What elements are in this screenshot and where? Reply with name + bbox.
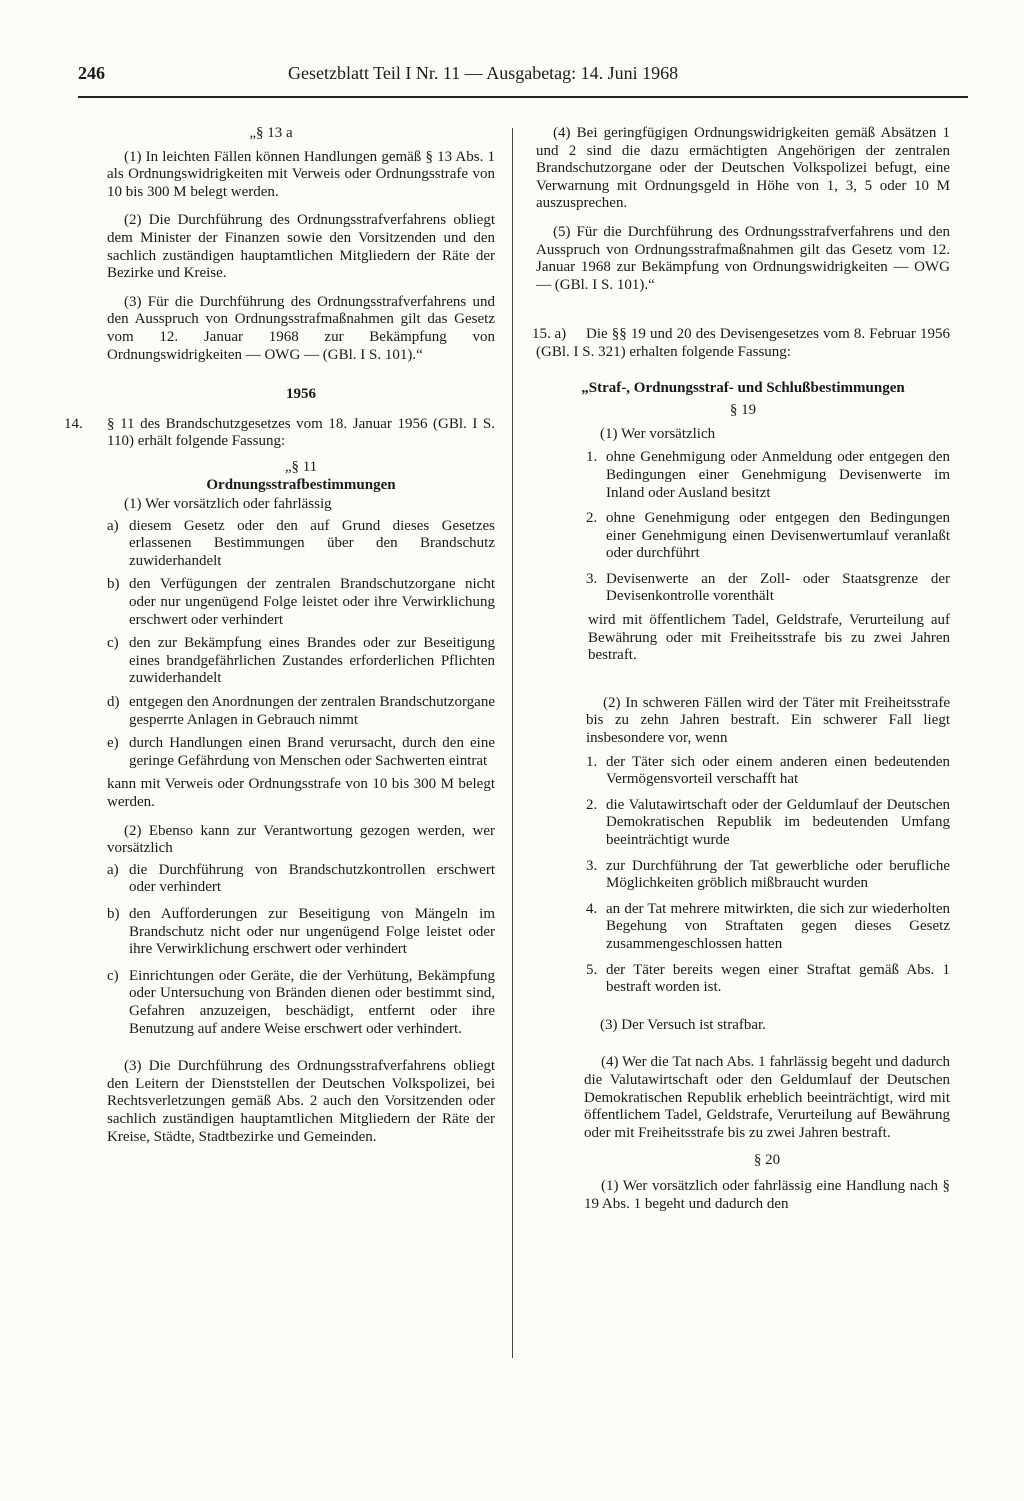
item-label: d) xyxy=(107,694,120,711)
item-14 xyxy=(64,415,495,451)
item-text: an der Tat mehrere mitwirkten, die sich zur wiederholten Begehung von Straftaten gegen dieses Gesetz zusammengeschlossen hatten xyxy=(606,900,950,952)
item-label: 1. xyxy=(586,753,598,770)
item-15-label: 15. a) xyxy=(532,326,567,343)
s19-item-3 xyxy=(536,571,950,606)
item-label: 2. xyxy=(586,796,598,813)
item-label: c) xyxy=(107,635,119,652)
item-text: zur Durchführung der Tat gewerbliche oder berufliche Möglichkeiten gröblich mißbraucht wurden xyxy=(606,857,950,892)
page-header xyxy=(78,60,970,92)
s11-abs2-item-b xyxy=(107,906,495,959)
item-14-text: § 11 des Brandschutzgesetzes vom 18. Januar 1956 (GBl. I S. 110) erhält folgende Fassung: xyxy=(107,415,495,450)
s20-heading: § 20 xyxy=(753,1152,781,1169)
item-text: durch Handlungen einen Brand verursacht, durch den eine geringe Gefährdung von Menschen oder Sachwerten eintrat xyxy=(129,735,495,769)
item-label: 3. xyxy=(586,570,598,587)
year-heading: 1956 xyxy=(286,386,316,403)
s19-item-1 xyxy=(536,449,950,502)
s19-intro-1: (1) Wer vorsätzlich xyxy=(600,425,716,442)
item-label: a) xyxy=(107,861,119,878)
item-label: a) xyxy=(107,517,119,534)
s11-item-a xyxy=(107,518,495,571)
item-label: 5. xyxy=(586,961,598,978)
item-text: ohne Genehmigung oder entgegen den Bedingungen einer Genehmigung einen Devisenwertumlauf veranlaßt oder durchführt xyxy=(606,510,950,562)
item-text: diesem Gesetz oder den auf Grund dieses Gesetzes erlassenen Bestimmungen über den Brandschutz zuwiderhandelt xyxy=(129,517,495,569)
item-label: 1. xyxy=(586,449,598,466)
s13a-para-3: (3) Für die Durchführung des Ordnungsstrafverfahrens und den Ausspruch von Ordnungsstrafmaßnahmen gilt das Gesetz vom 12. Januar 1968 zur Bekämpfung von Ordnungswidrigkeiten — OWG — (GBl. I S. 101).“ xyxy=(107,293,495,363)
s19-abs2-item-1 xyxy=(536,754,950,789)
s11-para-5: (5) Für die Durchführung des Ordnungsstrafverfahrens und den Ausspruch von Ordnungsstrafmaßnahmen gilt das Gesetz vom 12. Januar 1968 zur Bekämpfung von Ordnungswidrigkeiten — OWG — (GBl. I S. 101).“ xyxy=(536,223,950,293)
s19-intro-2: (2) In schweren Fällen wird der Täter mit Freiheitsstrafe bis zu zehn Jahren bestraft. Ein schwerer Fall liegt insbesondere vor, wenn xyxy=(586,694,950,747)
s11-abs2-item-a xyxy=(107,862,495,897)
item-text: den zur Bekämpfung eines Brandes oder zur Beseitigung eines brandgefährlichen Zustandes erforderlichen Pflichten zuwiderhandelt xyxy=(129,635,495,687)
s11-heading: „§ 11 xyxy=(284,458,318,475)
s19-abs2-item-4 xyxy=(536,901,950,954)
item-text: die Valutawirtschaft oder der Geldumlauf der Deutschen Demokratischen Republik im bedeutenden Umfang beeinträchtigt wurde xyxy=(606,796,950,848)
item-15 xyxy=(532,326,950,361)
s19-abs2-item-5 xyxy=(536,962,950,997)
s13a-para-1: (1) In leichten Fällen können Handlungen gemäß § 13 Abs. 1 als Ordnungswidrigkeiten mit Verweis oder Ordnungsstrafe von 10 bis 300 M belegt werden. xyxy=(107,148,495,200)
page-number: 246 xyxy=(78,63,105,83)
item-label: c) xyxy=(107,967,119,984)
s13a-para-2: (2) Die Durchführung des Ordnungsstrafverfahrens obliegt dem Minister der Finanzen sowie den Vorsitzenden und den sachlich zuständigen hauptamtlichen Mitgliedern der Räte der Bezirke und Kreise. xyxy=(107,212,495,282)
item-label: e) xyxy=(107,735,119,752)
s11-item-d xyxy=(107,694,495,729)
item-text: ohne Genehmigung oder Anmeldung oder entgegen den Bedingungen einer Genehmigung Devisenwerte im Inland oder Ausland besitzt xyxy=(606,449,950,501)
item-label: b) xyxy=(107,905,120,922)
s20-para-1: (1) Wer vorsätzlich oder fahrlässig eine Handlung nach § 19 Abs. 1 begeht und dadurch den xyxy=(584,1177,950,1212)
item-text: Devisenwerte an der Zoll- oder Staatsgrenze der Devisenkontrolle vorenthält xyxy=(606,570,950,605)
s11-intro-1: (1) Wer vorsätzlich oder fahrlässig xyxy=(124,496,332,513)
item-text: den Verfügungen der zentralen Brandschutzorgane nicht oder nur ungenügend Folge leistet oder ihre Verwirklichung erschwert oder verhindert xyxy=(129,576,495,628)
s19-para-4: (4) Wer die Tat nach Abs. 1 fahrlässig begeht und dadurch die Valutawirtschaft oder den Geldumlauf der Deutschen Demokratischen Republik erheblich beeinträchtigt, wird mit öffentlichem Tadel, Geldstrafe, Verurteilung auf Bewährung oder mit Freiheitsstrafe bis zu zwei Jahren bestraft. xyxy=(584,1054,950,1141)
item-label: 2. xyxy=(586,510,598,527)
s11-intro-2: (2) Ebenso kann zur Verantwortung gezogen werden, wer vorsätzlich xyxy=(107,822,495,857)
header-rule xyxy=(78,96,968,98)
left-column xyxy=(64,125,495,1146)
item-text: Einrichtungen oder Geräte, die der Verhütung, Bekämpfung oder Untersuchung von Bränden dienen oder bestimmt sind, Gefahren anzuzeigen, beschädigt, entfernt oder ihre Benutzung auf andere Weise erschwert oder verhindert. xyxy=(129,967,495,1037)
item-text: den Aufforderungen zur Beseitigung von Mängeln im Brandschutz nicht oder nur ungenügend Folge leistet oder ihre Verwirklichung erschwert oder verhindert xyxy=(129,905,495,958)
item-14-label: 14. xyxy=(64,415,83,432)
item-label: b) xyxy=(107,576,120,593)
item-text: die Durchführung von Brandschutzkontrollen erschwert oder verhindert xyxy=(129,861,495,896)
header-title: Gesetzblatt Teil I Nr. 11 — Ausgabetag: 14. Juni 1968 xyxy=(288,63,679,83)
s19-para-3: (3) Der Versuch ist strafbar. xyxy=(600,1016,766,1033)
s19-sentence-1: wird mit öffentlichem Tadel, Geldstrafe, Verurteilung auf Bewährung oder mit Freiheitsstrafe bis zu zwei Jahren bestraft. xyxy=(588,612,950,664)
s11-item-e xyxy=(107,735,495,770)
column-divider xyxy=(512,128,513,1358)
s11-sentence-1: kann mit Verweis oder Ordnungsstrafe von 10 bis 300 M belegt werden. xyxy=(107,776,495,810)
s15-title: „Straf-, Ordnungsstraf- und Schlußbestimmungen xyxy=(581,379,905,396)
right-column xyxy=(532,125,950,1213)
s13a-heading: „§ 13 a xyxy=(249,125,293,141)
s11-para-3: (3) Die Durchführung des Ordnungsstrafverfahrens obliegt den Leitern der Dienststellen der Deutschen Volkspolizei, bei Rechtsverletzungen gemäß Abs. 2 auch den Vorsitzenden oder sachlich zuständigen hauptamtlichen Mitgliedern der Räte der Kreise, Städte, Stadtbezirke und Gemeinden. xyxy=(107,1058,495,1145)
s19-abs2-item-3 xyxy=(536,858,950,893)
item-text: entgegen den Anordnungen der zentralen Brandschutzorgane gesperrte Anlagen in Gebrauch nimmt xyxy=(129,694,495,728)
item-label: 3. xyxy=(586,857,598,874)
s11-item-c xyxy=(107,635,495,688)
s11-item-b xyxy=(107,576,495,629)
s19-heading: § 19 xyxy=(729,402,757,419)
s19-item-2 xyxy=(536,510,950,563)
item-text: der Täter sich oder einem anderen einen bedeutenden Vermögensvorteil verschafft hat xyxy=(606,753,950,788)
s11-title: Ordnungsstrafbestimmungen xyxy=(206,476,396,493)
item-label: 4. xyxy=(586,900,598,917)
item-15-text: Die §§ 19 und 20 des Devisengesetzes vom 8. Februar 1956 (GBl. I S. 321) erhalten folgende Fassung: xyxy=(536,326,950,360)
item-text: der Täter bereits wegen einer Straftat gemäß Abs. 1 bestraft worden ist. xyxy=(606,961,950,996)
s11-abs2-item-c xyxy=(107,968,495,1038)
s19-abs2-item-2 xyxy=(536,797,950,850)
s11-para-4: (4) Bei geringfügigen Ordnungswidrigkeiten gemäß Absätzen 1 und 2 sind die dazu ermächtigten Angehörigen der zentralen Brandschutzorgane oder der Deutschen Volkspolizei befugt, eine Verwarnung mit Ordnungsgeld in Höhe von 1, 3, 5 oder 10 M auszusprechen. xyxy=(536,125,950,212)
